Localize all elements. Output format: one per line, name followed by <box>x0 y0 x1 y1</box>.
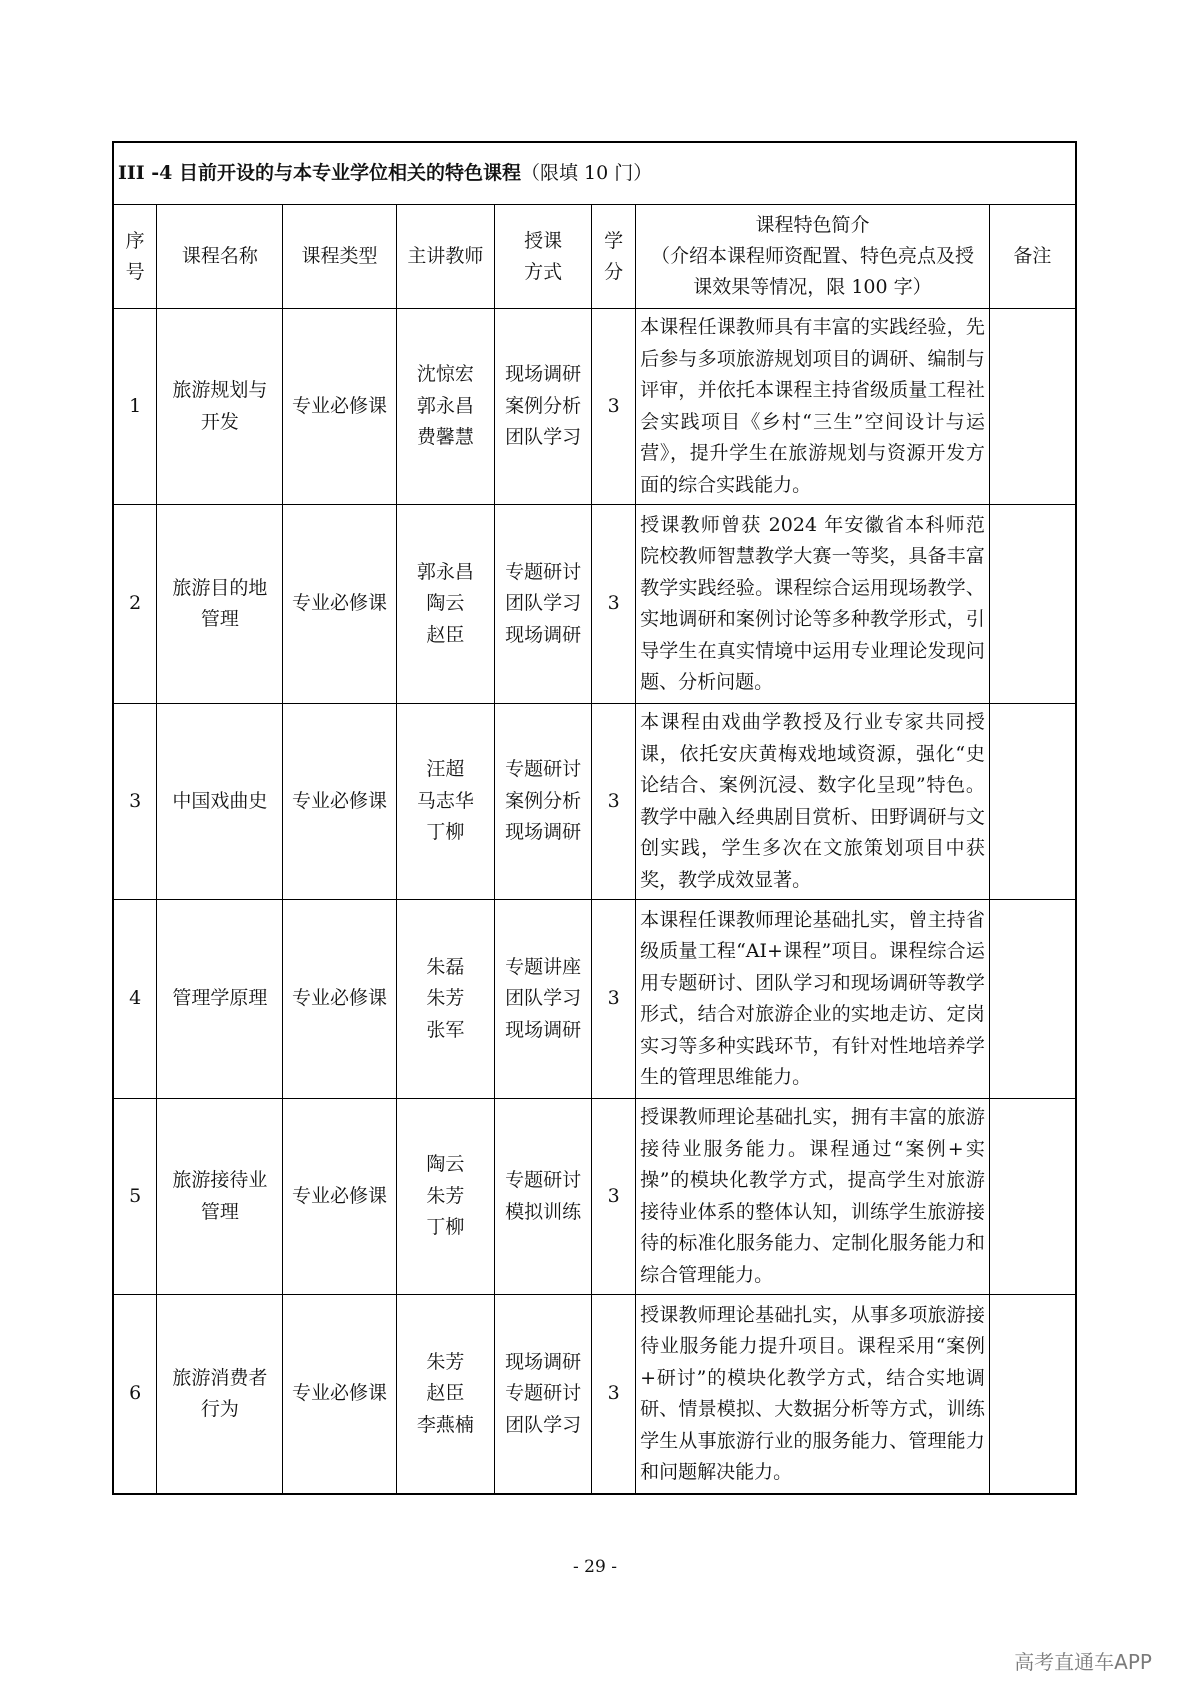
table-row <box>113 1295 1076 1495</box>
watermark: 高考直通车APP <box>1014 1650 1152 1674</box>
row-description: 本课程任课教师理论基础扎实，曾主持省级质量工程“AI+课程”项目。课程综合运用专题研讨、团队学习和现场调研等教学形式，结合对旅游企业的实地走访、定岗实习等多种实践环节，有针对性地培养学生的管理思维能力。 <box>636 900 990 1099</box>
header-remark: 备注 <box>989 205 1076 309</box>
header-method: 授课 方式 <box>495 205 592 309</box>
row-description: 本课程任课教师具有丰富的实践经验，先后参与多项旅游规划项目的调研、编制与评审，并依托本课程主持省级质量工程社会实践项目《乡村“三生”空间设计与运营》，提升学生在旅游规划与资源开发方面的综合实践能力。 <box>636 309 990 505</box>
row-course-type: 专业必修课 <box>283 900 396 1099</box>
row-methods: 专题研讨 案例分析 现场调研 <box>495 704 592 900</box>
row-description: 本课程由戏曲学教授及行业专家共同授课，依托安庆黄梅戏地域资源，强化“史论结合、案例沉浸、数字化呈现”特色。教学中融入经典剧目赏析、田野调研与文创实践，学生多次在文旅策划项目中获奖，教学成效显著。 <box>636 704 990 900</box>
row-teachers: 汪超 马志华 丁柳 <box>396 704 494 900</box>
row-methods: 专题讲座 团队学习 现场调研 <box>495 900 592 1099</box>
row-remark <box>989 309 1076 505</box>
row-methods: 专题研讨 模拟训练 <box>495 1099 592 1295</box>
table-row <box>113 309 1076 505</box>
row-seq: 4 <box>113 900 157 1099</box>
row-course-name: 旅游消费者 行为 <box>157 1295 283 1495</box>
row-credit: 3 <box>592 1295 636 1495</box>
table-title-main: III -4 目前开设的与本专业学位相关的特色课程 <box>118 161 521 184</box>
header-course-type: 课程类型 <box>283 205 396 309</box>
header-seq: 序 号 <box>113 205 157 309</box>
row-course-type: 专业必修课 <box>283 309 396 505</box>
table-row <box>113 900 1076 1099</box>
row-course-name: 管理学原理 <box>157 900 283 1099</box>
row-seq: 6 <box>113 1295 157 1495</box>
header-teacher: 主讲教师 <box>396 205 494 309</box>
row-seq: 1 <box>113 309 157 505</box>
row-course-type: 专业必修课 <box>283 1295 396 1495</box>
row-remark <box>989 505 1076 704</box>
row-course-name: 旅游目的地 管理 <box>157 505 283 704</box>
row-credit: 3 <box>592 309 636 505</box>
row-course-name: 旅游接待业 管理 <box>157 1099 283 1295</box>
table-title <box>113 142 1076 205</box>
row-course-type: 专业必修课 <box>283 1099 396 1295</box>
header-course-name: 课程名称 <box>157 205 283 309</box>
row-credit: 3 <box>592 505 636 704</box>
table-title-note: （限填 10 门） <box>521 161 653 184</box>
row-seq: 3 <box>113 704 157 900</box>
row-credit: 3 <box>592 900 636 1099</box>
row-course-name: 中国戏曲史 <box>157 704 283 900</box>
row-teachers: 朱芳 赵臣 李燕楠 <box>396 1295 494 1495</box>
row-remark <box>989 704 1076 900</box>
header-description: 课程特色简介 （介绍本课程师资配置、特色亮点及授 课效果等情况，限 100 字） <box>636 205 990 309</box>
featured-courses-table <box>112 141 1077 1495</box>
row-credit: 3 <box>592 704 636 900</box>
row-methods: 现场调研 案例分析 团队学习 <box>495 309 592 505</box>
table-row <box>113 1099 1076 1295</box>
row-description: 授课教师理论基础扎实，拥有丰富的旅游接待业服务能力。课程通过“案例+实操”的模块化教学方式，提高学生对旅游接待业体系的整体认知，训练学生旅游接待的标准化服务能力、定制化服务能力和综合管理能力。 <box>636 1099 990 1295</box>
row-remark <box>989 1295 1076 1495</box>
row-methods: 专题研讨 团队学习 现场调研 <box>495 505 592 704</box>
table-row <box>113 505 1076 704</box>
row-teachers: 郭永昌 陶云 赵臣 <box>396 505 494 704</box>
row-seq: 2 <box>113 505 157 704</box>
row-course-name: 旅游规划与 开发 <box>157 309 283 505</box>
row-teachers: 沈惊宏 郭永昌 费馨慧 <box>396 309 494 505</box>
row-teachers: 朱磊 朱芳 张军 <box>396 900 494 1099</box>
row-course-type: 专业必修课 <box>283 505 396 704</box>
row-description: 授课教师理论基础扎实，从事多项旅游接待业服务能力提升项目。课程采用“案例+研讨”的模块化教学方式，结合实地调研、情景模拟、大数据分析等方式，训练学生从事旅游行业的服务能力、管理能力和问题解决能力。 <box>636 1295 990 1495</box>
header-credit: 学 分 <box>592 205 636 309</box>
row-remark <box>989 900 1076 1099</box>
row-course-type: 专业必修课 <box>283 704 396 900</box>
table-header-row <box>113 205 1076 309</box>
row-description: 授课教师曾获 2024 年安徽省本科师范院校教师智慧教学大赛一等奖，具备丰富教学实践经验。课程综合运用现场教学、实地调研和案例讨论等多种教学形式，引导学生在真实情境中运用专业理论发现问题、分析问题。 <box>636 505 990 704</box>
row-teachers: 陶云 朱芳 丁柳 <box>396 1099 494 1295</box>
table-row <box>113 704 1076 900</box>
row-methods: 现场调研 专题研讨 团队学习 <box>495 1295 592 1495</box>
row-seq: 5 <box>113 1099 157 1295</box>
row-remark <box>989 1099 1076 1295</box>
row-credit: 3 <box>592 1099 636 1295</box>
page-number: - 29 - <box>573 1557 617 1577</box>
